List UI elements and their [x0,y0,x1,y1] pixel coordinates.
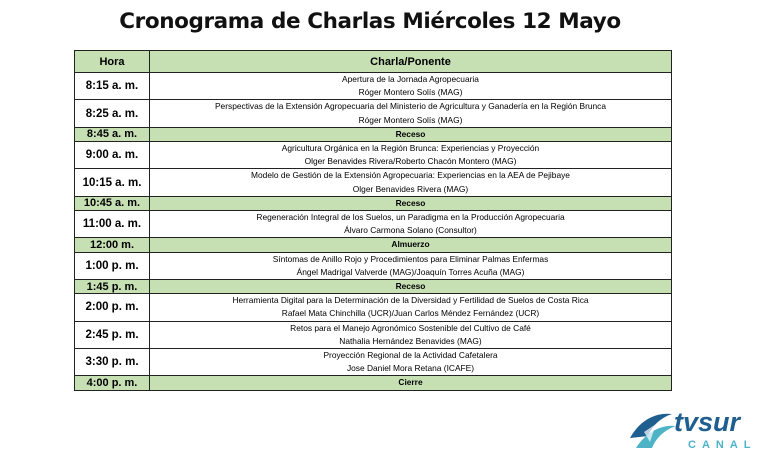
row-hour: 10:45 a. m. [75,196,150,210]
talk-speaker: Jose Daniel Mora Retana (ICAFE) [346,363,475,374]
table-row [75,252,672,279]
row-hour: 1:00 p. m. [75,252,150,279]
row-hour: 9:00 a. m. [75,142,150,169]
talk-title: Herramienta Digital para la Determinación de la Diversidad y Fertilidad de Suelos de Costa Rica [232,295,589,306]
talk-title: Apertura de la Jornada Agropecuaria [342,74,479,84]
break-row [75,127,672,141]
talk-speaker: Ángel Madrigal Valverde (MAG)/Joaquín Torres Acuña (MAG) [296,266,525,277]
break-row [75,280,672,294]
talk-title: Agricultura Orgánica en la Región Brunca: Experiencias y Proyección [281,143,540,154]
talk-speaker: Rafael Mata Chinchilla (UCR)/Juan Carlos Méndez Fernández (UCR) [281,308,540,319]
talk-speaker: Álvaro Carmona Solano (Consultor) [344,225,477,236]
talk-speaker: Róger Montero Solís (MAG) [358,87,463,98]
talk-title: Proyección Regional de la Actividad Cafetalera [323,350,498,361]
table-row [75,294,672,321]
row-hour: 12:00 m. [75,238,150,252]
table-header-row [75,51,672,73]
row-hour: 8:45 a. m. [75,127,150,141]
talk-speaker: Nathalia Hernández Benavides (MAG) [339,335,482,346]
row-talk [150,321,672,348]
talk-title: Retos para el Manejo Agronómico Sostenible del Cultivo de Café [290,322,531,333]
schedule-table [74,50,672,391]
talk-title: Modelo de Gestión de la Extensión Agropecuaria: Experiencias en la AEA de Pejibaye [251,170,570,181]
header-hora: Hora [75,51,150,73]
table-row [75,100,672,127]
table-row [75,321,672,348]
talk-speaker: Olger Benavides Rivera/Roberto Chacón Montero (MAG) [304,156,517,167]
row-talk [150,142,672,169]
talk-speaker: Róger Montero Solís (MAG) [358,114,463,125]
break-label: Almuerzo [150,238,672,252]
row-hour: 8:25 a. m. [75,100,150,127]
break-row [75,376,672,390]
row-hour: 10:15 a. m. [75,169,150,196]
talk-title: Regeneración Integral de los Suelos, un Paradigma en la Producción Agropecuaria [256,212,565,223]
row-hour: 1:45 p. m. [75,280,150,294]
break-row [75,196,672,210]
row-hour: 2:00 p. m. [75,294,150,321]
break-row [75,238,672,252]
row-talk [150,349,672,376]
header-charla-ponente: Charla/Ponente [150,51,672,73]
row-hour: 3:30 p. m. [75,349,150,376]
row-hour: 11:00 a. m. [75,211,150,238]
row-hour: 2:45 p. m. [75,321,150,348]
row-talk [150,73,672,100]
page-title: Cronograma de Charlas Miércoles 12 Mayo [119,9,621,34]
logo-sub: CANAL [688,439,757,451]
row-hour: 4:00 p. m. [75,376,150,390]
row-talk [150,252,672,279]
talk-title: Perspectivas de la Extensión Agropecuaria del Ministerio de Agricultura y Ganadería en la Región Brunca [214,101,607,112]
tvsur-logo [626,402,758,454]
table-row [75,349,672,376]
row-talk [150,294,672,321]
schedule-body [75,73,672,391]
row-talk [150,169,672,196]
row-talk [150,100,672,127]
table-row [75,169,672,196]
table-row [75,211,672,238]
talk-title: Síntomas de Anillo Rojo y Procedimientos para Eliminar Palmas Enfermas [272,253,549,264]
break-label: Receso [150,280,672,294]
row-hour: 8:15 a. m. [75,73,150,100]
table-row [75,73,672,100]
break-label: Cierre [150,376,672,390]
break-label: Receso [150,127,672,141]
talk-speaker: Olger Benavides Rivera (MAG) [352,183,469,194]
break-label: Receso [150,196,672,210]
logo-brand: tvsur [674,407,741,437]
table-row [75,142,672,169]
row-talk [150,211,672,238]
